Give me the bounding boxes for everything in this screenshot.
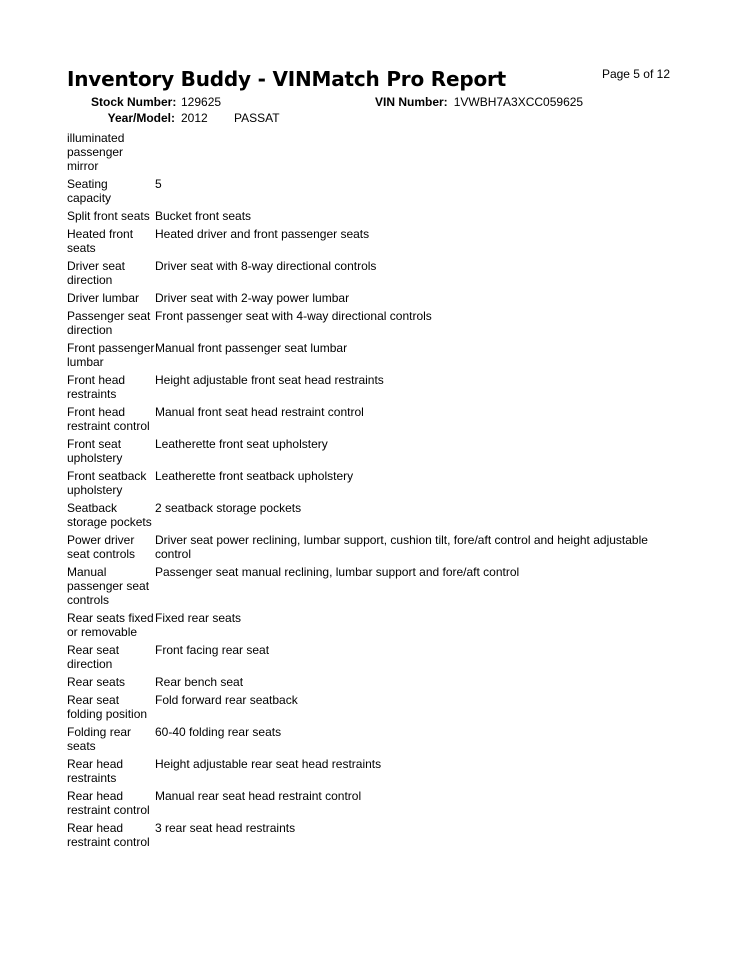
spec-value: Front passenger seat with 4-way directional controls xyxy=(155,309,432,323)
year-model-label: Year/Model: xyxy=(107,111,175,125)
spec-label: Passenger seat direction xyxy=(67,309,151,337)
spec-label: Front head restraint control xyxy=(67,405,150,433)
spec-row xyxy=(67,131,677,173)
stock-number xyxy=(91,95,221,109)
spec-label: Rear head restraint control xyxy=(67,821,150,849)
spec-value: 3 rear seat head restraints xyxy=(155,821,296,835)
spec-label: Driver lumbar xyxy=(67,291,140,305)
spec-row xyxy=(67,533,677,561)
report-title: Inventory Buddy - VINMatch Pro Report xyxy=(67,67,507,91)
spec-value: Front facing rear seat xyxy=(155,643,270,657)
spec-value: Height adjustable front seat head restraints xyxy=(155,373,384,387)
spec-label: Seatback storage pockets xyxy=(67,501,152,529)
spec-row xyxy=(67,675,677,689)
spec-label: Front head restraints xyxy=(67,373,126,401)
spec-row xyxy=(67,437,677,465)
spec-value: Manual front seat head restraint control xyxy=(155,405,364,419)
stock-number-value: 129625 xyxy=(181,95,222,109)
spec-value: Heated driver and front passenger seats xyxy=(155,227,370,241)
spec-row xyxy=(67,405,677,433)
spec-label: Folding rear seats xyxy=(67,725,132,753)
spec-label: illuminated passenger mirror xyxy=(67,131,125,173)
spec-row xyxy=(67,643,677,671)
spec-value: 5 xyxy=(155,177,162,191)
spec-row xyxy=(67,611,677,639)
spec-row xyxy=(67,259,677,287)
page-number: Page 5 of 12 xyxy=(601,67,670,81)
spec-row xyxy=(67,177,677,205)
spec-label: Seating capacity xyxy=(67,177,112,205)
spec-label: Rear head restraints xyxy=(67,757,124,785)
spec-row xyxy=(67,789,677,817)
spec-value: Leatherette front seat upholstery xyxy=(155,437,328,451)
spec-label: Power driver seat controls xyxy=(67,533,136,561)
spec-value: Manual rear seat head restraint control xyxy=(155,789,362,803)
year-value: 2012 xyxy=(181,111,208,125)
spec-label: Heated front seats xyxy=(67,227,134,255)
spec-row xyxy=(67,209,677,223)
spec-value: Fixed rear seats xyxy=(155,611,242,625)
spec-list xyxy=(67,131,677,853)
spec-label: Rear seat folding position xyxy=(67,693,148,721)
spec-value: Driver seat power reclining, lumbar support, cushion tilt, fore/aft control and height adjustable control xyxy=(155,533,648,561)
spec-row xyxy=(67,501,677,529)
spec-row xyxy=(67,821,677,849)
spec-label: Rear seats fixed or removable xyxy=(67,611,154,639)
spec-label: Driver seat direction xyxy=(67,259,126,287)
spec-value: Passenger seat manual reclining, lumbar support and fore/aft control xyxy=(155,565,520,579)
spec-label: Rear seats xyxy=(67,675,126,689)
spec-value: 2 seatback storage pockets xyxy=(155,501,302,515)
spec-label: Front passenger lumbar xyxy=(67,341,155,369)
vin-number xyxy=(375,95,583,109)
spec-label: Manual passenger seat controls xyxy=(67,565,150,607)
spec-row xyxy=(67,693,677,721)
spec-value: 60-40 folding rear seats xyxy=(155,725,282,739)
spec-row xyxy=(67,373,677,401)
spec-value: Leatherette front seatback upholstery xyxy=(155,469,354,483)
stock-number-label: Stock Number: xyxy=(91,95,177,109)
spec-row xyxy=(67,227,677,255)
spec-label: Front seat upholstery xyxy=(67,437,123,465)
spec-row xyxy=(67,757,677,785)
vin-number-label: VIN Number: xyxy=(375,95,448,109)
spec-row xyxy=(67,469,677,497)
spec-value: Driver seat with 8-way directional controls xyxy=(155,259,377,273)
spec-value: Height adjustable rear seat head restraints xyxy=(155,757,382,771)
spec-row xyxy=(67,565,677,607)
spec-row xyxy=(67,341,677,369)
spec-value: Driver seat with 2-way power lumbar xyxy=(155,291,350,305)
spec-label: Rear seat direction xyxy=(67,643,120,671)
spec-row xyxy=(67,291,677,305)
vin-number-value: 1VWBH7A3XCC059625 xyxy=(453,95,584,109)
spec-row xyxy=(67,309,677,337)
spec-label: Rear head restraint control xyxy=(67,789,150,817)
model-value: PASSAT xyxy=(234,111,280,125)
spec-value xyxy=(155,131,677,173)
year-model xyxy=(91,111,280,125)
spec-value: Fold forward rear seatback xyxy=(155,693,298,707)
spec-value: Bucket front seats xyxy=(155,209,252,223)
spec-label: Split front seats xyxy=(67,209,150,223)
spec-row xyxy=(67,725,677,753)
spec-value: Rear bench seat xyxy=(155,675,244,689)
spec-value: Manual front passenger seat lumbar xyxy=(155,341,348,355)
spec-label: Front seatback upholstery xyxy=(67,469,147,497)
